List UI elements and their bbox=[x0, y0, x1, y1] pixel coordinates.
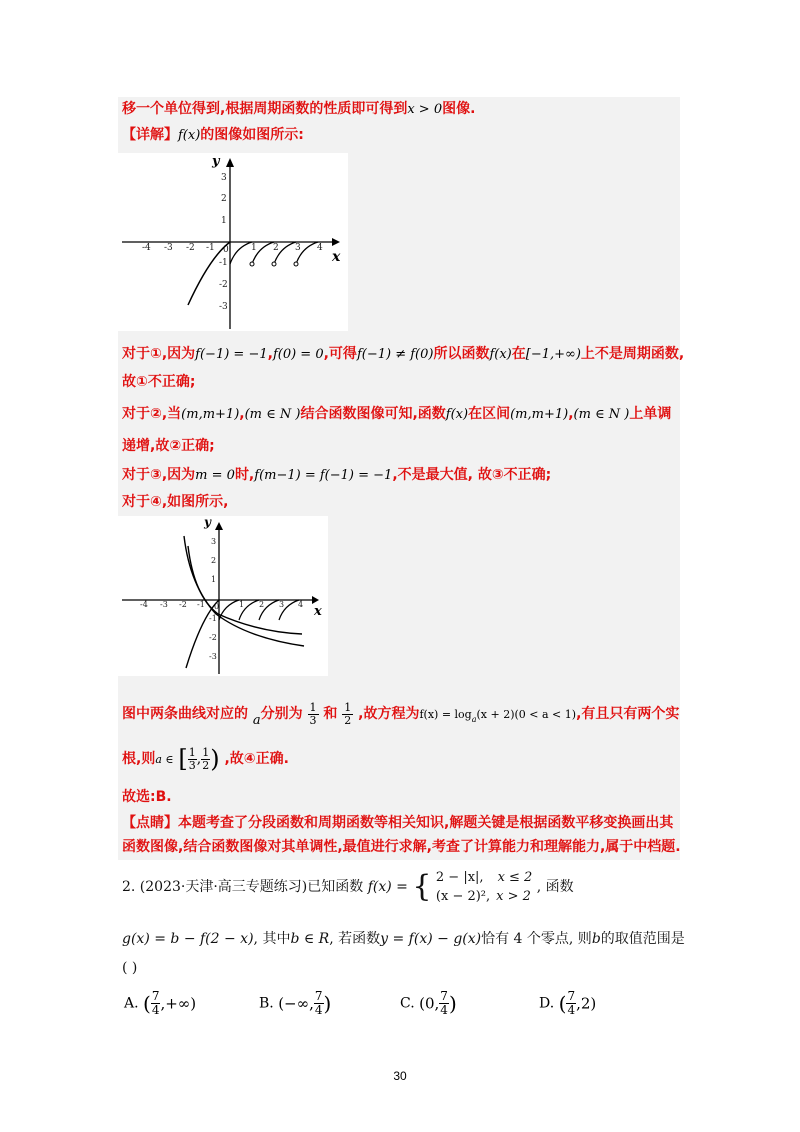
numerator: 1 bbox=[188, 745, 196, 759]
math: x ≤ 2 bbox=[497, 870, 533, 885]
x-tick: -2 bbox=[179, 600, 187, 609]
question-line-1 bbox=[122, 867, 574, 907]
y-tick: -2 bbox=[209, 633, 217, 642]
comma: , bbox=[196, 751, 202, 767]
y-tick: 2 bbox=[221, 194, 227, 204]
y-axis-arrow bbox=[226, 158, 234, 167]
numerator: 7 bbox=[440, 989, 448, 1003]
text: 【点睛】本题考查了分段函数和周期函数等相关知识,解题关键是根据函数平移变换画出其 bbox=[122, 815, 674, 831]
math: f(0) = 0 bbox=[272, 347, 324, 362]
x-axis-arrow bbox=[332, 238, 340, 246]
text: ,不是最大值, 故③不正确; bbox=[392, 467, 552, 483]
x-tick: 0 bbox=[223, 245, 229, 255]
denominator: 4 bbox=[567, 1003, 576, 1017]
option-label: D. bbox=[539, 995, 555, 1012]
math: (m,m+1) bbox=[181, 407, 240, 422]
option-tail: ) bbox=[323, 991, 332, 1016]
math: [−1,+∞) bbox=[525, 347, 581, 362]
fraction-one-third bbox=[188, 747, 197, 772]
x-tick: 1 bbox=[251, 243, 257, 253]
y-tick: -2 bbox=[219, 280, 228, 290]
x-tick: -3 bbox=[164, 243, 173, 253]
text: , bbox=[568, 406, 574, 422]
text: 时, bbox=[234, 467, 255, 483]
text: ,故④正确. bbox=[224, 751, 289, 767]
math: f(x) bbox=[178, 128, 201, 143]
y-tick: -3 bbox=[209, 652, 217, 661]
math: (m ∈ N ) bbox=[573, 407, 630, 422]
text: 故①不正确; bbox=[122, 374, 196, 390]
option-label: C. bbox=[400, 995, 415, 1012]
math: (m ∈ N ) bbox=[244, 407, 301, 422]
x-tick: 3 bbox=[279, 600, 285, 609]
text: 根,则 bbox=[122, 751, 156, 767]
math: f(−1) ≠ f(0) bbox=[356, 347, 434, 362]
y-tick: -1 bbox=[219, 258, 228, 268]
numerator: 1 bbox=[309, 700, 317, 714]
y-tick: -1 bbox=[209, 614, 217, 623]
solution-line-1 bbox=[122, 99, 475, 120]
x-tick: 0 bbox=[214, 602, 220, 611]
solution-line-10 bbox=[122, 744, 289, 775]
y-axis-label: y bbox=[212, 154, 220, 169]
math: f(x) = bbox=[367, 879, 408, 895]
fraction-seven-fourths bbox=[439, 990, 449, 1017]
page-number: 30 bbox=[393, 1069, 407, 1083]
piecewise-cases bbox=[436, 868, 532, 906]
x-tick: -4 bbox=[142, 243, 151, 253]
text: , 若函数 bbox=[329, 931, 381, 947]
y-tick: 3 bbox=[211, 537, 217, 546]
x-tick: 4 bbox=[298, 600, 304, 609]
option-left: ( bbox=[143, 991, 151, 1016]
math: f(x) bbox=[445, 407, 469, 422]
text: 对于③,因为 bbox=[122, 467, 196, 483]
option-label: A. bbox=[124, 995, 139, 1012]
math: 2 − |x|, bbox=[435, 870, 484, 885]
option-c[interactable] bbox=[400, 990, 457, 1017]
y-tick: 2 bbox=[211, 556, 217, 565]
solution-line-3 bbox=[122, 344, 684, 365]
text: 上单调 bbox=[629, 406, 672, 422]
fraction-seven-fourths bbox=[314, 990, 324, 1017]
math: m = 0 bbox=[195, 468, 235, 483]
math: a bbox=[252, 713, 261, 728]
question-answer-blank bbox=[122, 958, 137, 978]
fraction-one-half bbox=[342, 702, 353, 727]
text: 分别为 bbox=[260, 706, 303, 722]
right-paren: ) bbox=[210, 745, 220, 773]
option-label: B. bbox=[259, 995, 274, 1012]
solution-line-5 bbox=[122, 404, 671, 425]
text: 和 bbox=[323, 706, 338, 722]
text: 在 bbox=[511, 346, 526, 362]
denominator: 4 bbox=[314, 1003, 323, 1017]
math: x > 0 bbox=[407, 102, 443, 117]
math: y = f(x) − g(x) bbox=[380, 931, 482, 947]
text: 2. (2023·天津·高三专题练习)已知函数 bbox=[122, 879, 364, 895]
math: f(−1) = −1 bbox=[195, 347, 268, 362]
x-axis-arrow bbox=[312, 596, 319, 604]
text: 故选:B. bbox=[122, 789, 172, 805]
x-axis-label: x bbox=[332, 249, 341, 265]
function-graph-2 bbox=[118, 516, 328, 676]
math: f(x) = log bbox=[419, 708, 472, 721]
text: , 函数 bbox=[536, 879, 574, 895]
math: (m,m+1) bbox=[510, 407, 569, 422]
denominator: 2 bbox=[344, 713, 352, 727]
text: 上不是周期函数, bbox=[580, 346, 685, 362]
text: 递增,故②正确; bbox=[122, 438, 215, 454]
text: 函数图像,结合函数图像对其单调性,最值进行求解,考查了计算能力和理解能力,属于中档题. bbox=[122, 839, 681, 855]
solution-line-12 bbox=[122, 813, 673, 833]
open-point bbox=[250, 262, 254, 266]
math-subscript: a bbox=[471, 714, 477, 724]
denominator: 2 bbox=[202, 758, 210, 772]
x-tick: 1 bbox=[239, 600, 245, 609]
text: 图中两条曲线对应的 bbox=[122, 706, 248, 722]
solution-line-4 bbox=[122, 372, 195, 392]
math: f(x) bbox=[489, 347, 512, 362]
solution-line-11 bbox=[122, 787, 172, 807]
y-tick: 3 bbox=[221, 173, 227, 183]
solution-line-7 bbox=[122, 465, 551, 486]
numerator: 7 bbox=[314, 989, 323, 1003]
text: 的图像如图所示: bbox=[200, 127, 304, 143]
math: x > 2 bbox=[496, 889, 531, 904]
text: 的取值范围是 bbox=[600, 931, 685, 947]
piecewise-brace: { bbox=[412, 869, 432, 904]
math: f(m−1) = f(−1) = −1 bbox=[254, 468, 393, 483]
denominator: 4 bbox=[151, 1003, 160, 1017]
fraction-one-half bbox=[201, 747, 210, 772]
math: b ∈ R bbox=[290, 931, 330, 947]
y-axis-label: y bbox=[204, 516, 211, 529]
text: 移一个单位得到,根据周期函数的性质即可得到 bbox=[122, 101, 408, 117]
denominator: 3 bbox=[309, 713, 317, 727]
numerator: 7 bbox=[567, 989, 576, 1003]
text: 对于②,当 bbox=[122, 406, 182, 422]
section-heading: 【详解】 bbox=[122, 127, 178, 143]
math: a ∈ bbox=[155, 753, 174, 766]
text: ,可得 bbox=[323, 346, 357, 362]
y-tick: -3 bbox=[219, 302, 228, 312]
question-line-2 bbox=[122, 929, 685, 949]
x-tick: -3 bbox=[160, 600, 168, 609]
function-graph-1 bbox=[118, 153, 348, 331]
solution-line-9 bbox=[122, 700, 679, 735]
fraction-one-third bbox=[308, 702, 319, 727]
solution-line-2 bbox=[122, 125, 304, 146]
case-1 bbox=[436, 868, 532, 887]
denominator: 3 bbox=[188, 758, 196, 772]
y-tick: 1 bbox=[211, 575, 217, 584]
denominator: 4 bbox=[440, 1003, 448, 1017]
text: 所以函数 bbox=[433, 346, 490, 362]
math: (x − 2)², bbox=[435, 889, 491, 904]
x-tick: -1 bbox=[197, 600, 205, 609]
x-tick: 2 bbox=[273, 243, 279, 253]
option-left: ( bbox=[558, 991, 567, 1016]
text: 恰有 4 个零点, 则 bbox=[481, 931, 592, 947]
fraction-seven-fourths bbox=[566, 990, 576, 1017]
x-tick: 4 bbox=[317, 243, 323, 253]
open-point bbox=[272, 262, 276, 266]
text: 在区间 bbox=[468, 406, 511, 422]
y-axis-arrow bbox=[215, 522, 223, 530]
text: ,故方程为 bbox=[358, 706, 420, 722]
option-left: (0, bbox=[419, 994, 440, 1013]
log-curve-a-one-third bbox=[184, 536, 304, 646]
text: ( ) bbox=[122, 960, 138, 976]
periodic-arc bbox=[230, 242, 252, 264]
solution-line-6 bbox=[122, 436, 215, 456]
solution-line-8 bbox=[122, 492, 229, 512]
text: 对于①,因为 bbox=[122, 346, 196, 362]
x-tick: -4 bbox=[140, 600, 148, 609]
option-b[interactable] bbox=[259, 990, 331, 1017]
numerator: 1 bbox=[344, 700, 352, 714]
text: 对于④,如图所示, bbox=[122, 494, 229, 510]
option-left: (−∞, bbox=[278, 994, 314, 1013]
text: , bbox=[267, 346, 273, 362]
x-tick: 2 bbox=[259, 600, 265, 609]
y-tick: 1 bbox=[221, 216, 227, 226]
text: , bbox=[239, 406, 245, 422]
solution-line-13 bbox=[122, 837, 681, 857]
text: 图像. bbox=[442, 101, 476, 117]
option-d[interactable] bbox=[539, 990, 596, 1017]
option-a[interactable] bbox=[124, 990, 196, 1017]
x-axis-label: x bbox=[314, 604, 322, 619]
option-tail: ,2) bbox=[576, 994, 597, 1013]
open-point bbox=[294, 262, 298, 266]
periodic-arc bbox=[219, 600, 239, 620]
x-tick: 3 bbox=[295, 243, 301, 253]
numerator: 7 bbox=[151, 989, 160, 1003]
math: g(x) = b − f(2 − x) bbox=[122, 931, 254, 947]
x-tick: -2 bbox=[186, 243, 195, 253]
x-tick: -1 bbox=[206, 243, 215, 253]
option-tail: ) bbox=[448, 991, 457, 1016]
case-2 bbox=[436, 887, 532, 906]
text: ,有且只有两个实 bbox=[576, 706, 680, 722]
numerator: 1 bbox=[202, 745, 210, 759]
left-bracket: [ bbox=[178, 745, 188, 773]
text: , 其中 bbox=[253, 931, 291, 947]
math: (x + 2)(0 < a < 1) bbox=[476, 708, 577, 721]
math: b bbox=[591, 931, 601, 947]
text: 结合函数图像可知,函数 bbox=[300, 406, 446, 422]
option-tail: ,+∞) bbox=[160, 994, 197, 1013]
